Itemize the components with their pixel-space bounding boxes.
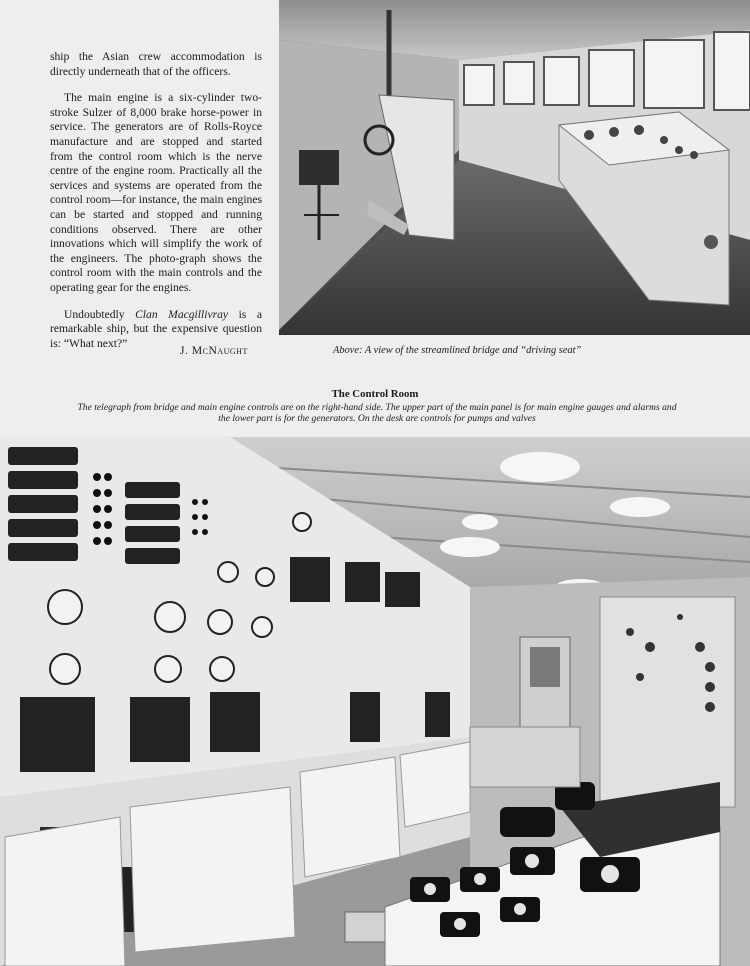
closing-before: Undoubtedly [64, 307, 136, 321]
bridge-photo [279, 0, 750, 335]
author-initial: J. [180, 344, 192, 357]
closing-after: is a remarkable ship, but the expensive question is: “What next?” [50, 307, 262, 350]
bridge-photo-caption: Above: A view of the streamlined bridge and “driving seat” [333, 345, 582, 356]
section-title: The Control Room [331, 388, 419, 400]
control-room-photo [0, 437, 750, 966]
author-byline [180, 344, 248, 357]
article-paragraph-1: ship the Asian crew accommodation is directly underneath that of the officers. [50, 50, 262, 78]
section-caption: The telegraph from bridge and main engine controls are on the right-hand side. The upper part of the main panel is for main engine gauges and alarms and the lower part is for the generators. On the desk are controls for pumps and valves [77, 402, 677, 425]
article-paragraph-2: The main engine is a six-cylinder two-stroke Sulzer of 8,000 brake horse-power in service. The generators are of Rolls-Royce manufacture and are stopped and started from the control room which is the nerve centre of the engine room. Practically all the services and systems are operated from the control room—for instance, the main engines can be started and stopped and running conditions observed. There are other innovations which will simplify the work of the engineers. The photo-graph shows the control room with the main controls and the operating gear for the engines. [50, 91, 262, 294]
ship-name: Clan Macgillivray [135, 307, 229, 321]
article-column [50, 50, 262, 363]
author-surname: McNaught [191, 344, 248, 357]
